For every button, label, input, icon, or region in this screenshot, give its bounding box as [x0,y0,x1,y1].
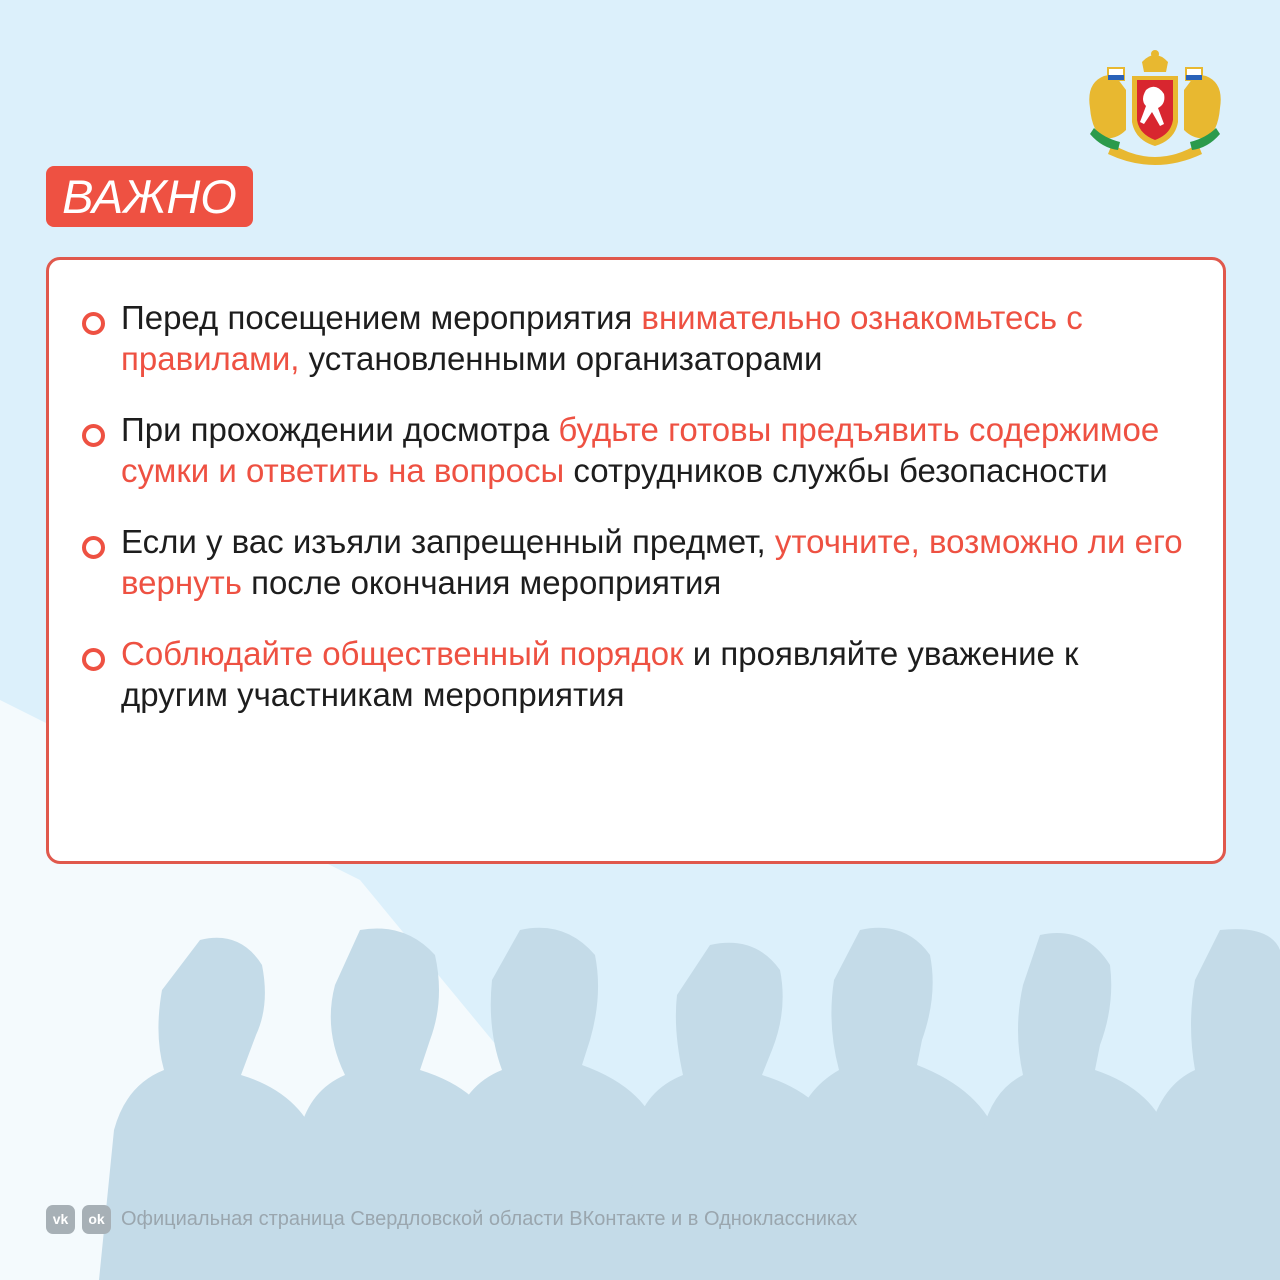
list-item [79,298,1183,379]
list-item [79,410,1183,491]
text-plain: Если у вас изъяли запрещенный предмет, [121,523,775,560]
text-highlight: уточните, возможно ли его вернуть [121,523,1183,601]
text-plain: сотрудников службы безопасности [564,451,1108,489]
footer [46,1204,857,1234]
footer-text: Официальная страница Свердловской области ВКонтакте и в Одноклассниках [121,1207,858,1230]
important-badge-label: ВАЖНО [62,170,237,223]
odnoklassniki-icon[interactable]: ok [82,1205,111,1234]
sverdlovsk-coat-of-arms-icon [1082,48,1228,166]
circle-bullet-icon [82,536,105,559]
text-highlight: Соблюдайте общественный порядок [121,635,684,672]
advice-card [46,257,1226,864]
text-highlight: будьте готовы предъявить содержимое сумки и ответить на вопросы [121,411,1160,489]
text-plain: установленными организаторами [299,339,823,377]
list-item-text [121,522,1183,603]
list-item-text [121,410,1183,491]
list-item [79,634,1183,715]
text-plain: Перед посещением мероприятия [121,299,642,336]
text-plain: и проявляйте уважение к другим участникам мероприятия [121,635,1079,713]
text-plain: после окончания мероприятия [241,563,722,601]
list-item-text [121,298,1183,379]
vk-icon[interactable]: vk [46,1205,75,1234]
list-item-text [121,634,1183,715]
list-item [79,522,1183,603]
circle-bullet-icon [82,312,105,335]
text-highlight: внимательно ознакомьтесь с правилами, [121,299,1083,377]
important-badge [46,166,253,227]
circle-bullet-icon [82,424,105,447]
circle-bullet-icon [82,648,105,671]
text-plain: При прохождении досмотра [121,411,559,448]
